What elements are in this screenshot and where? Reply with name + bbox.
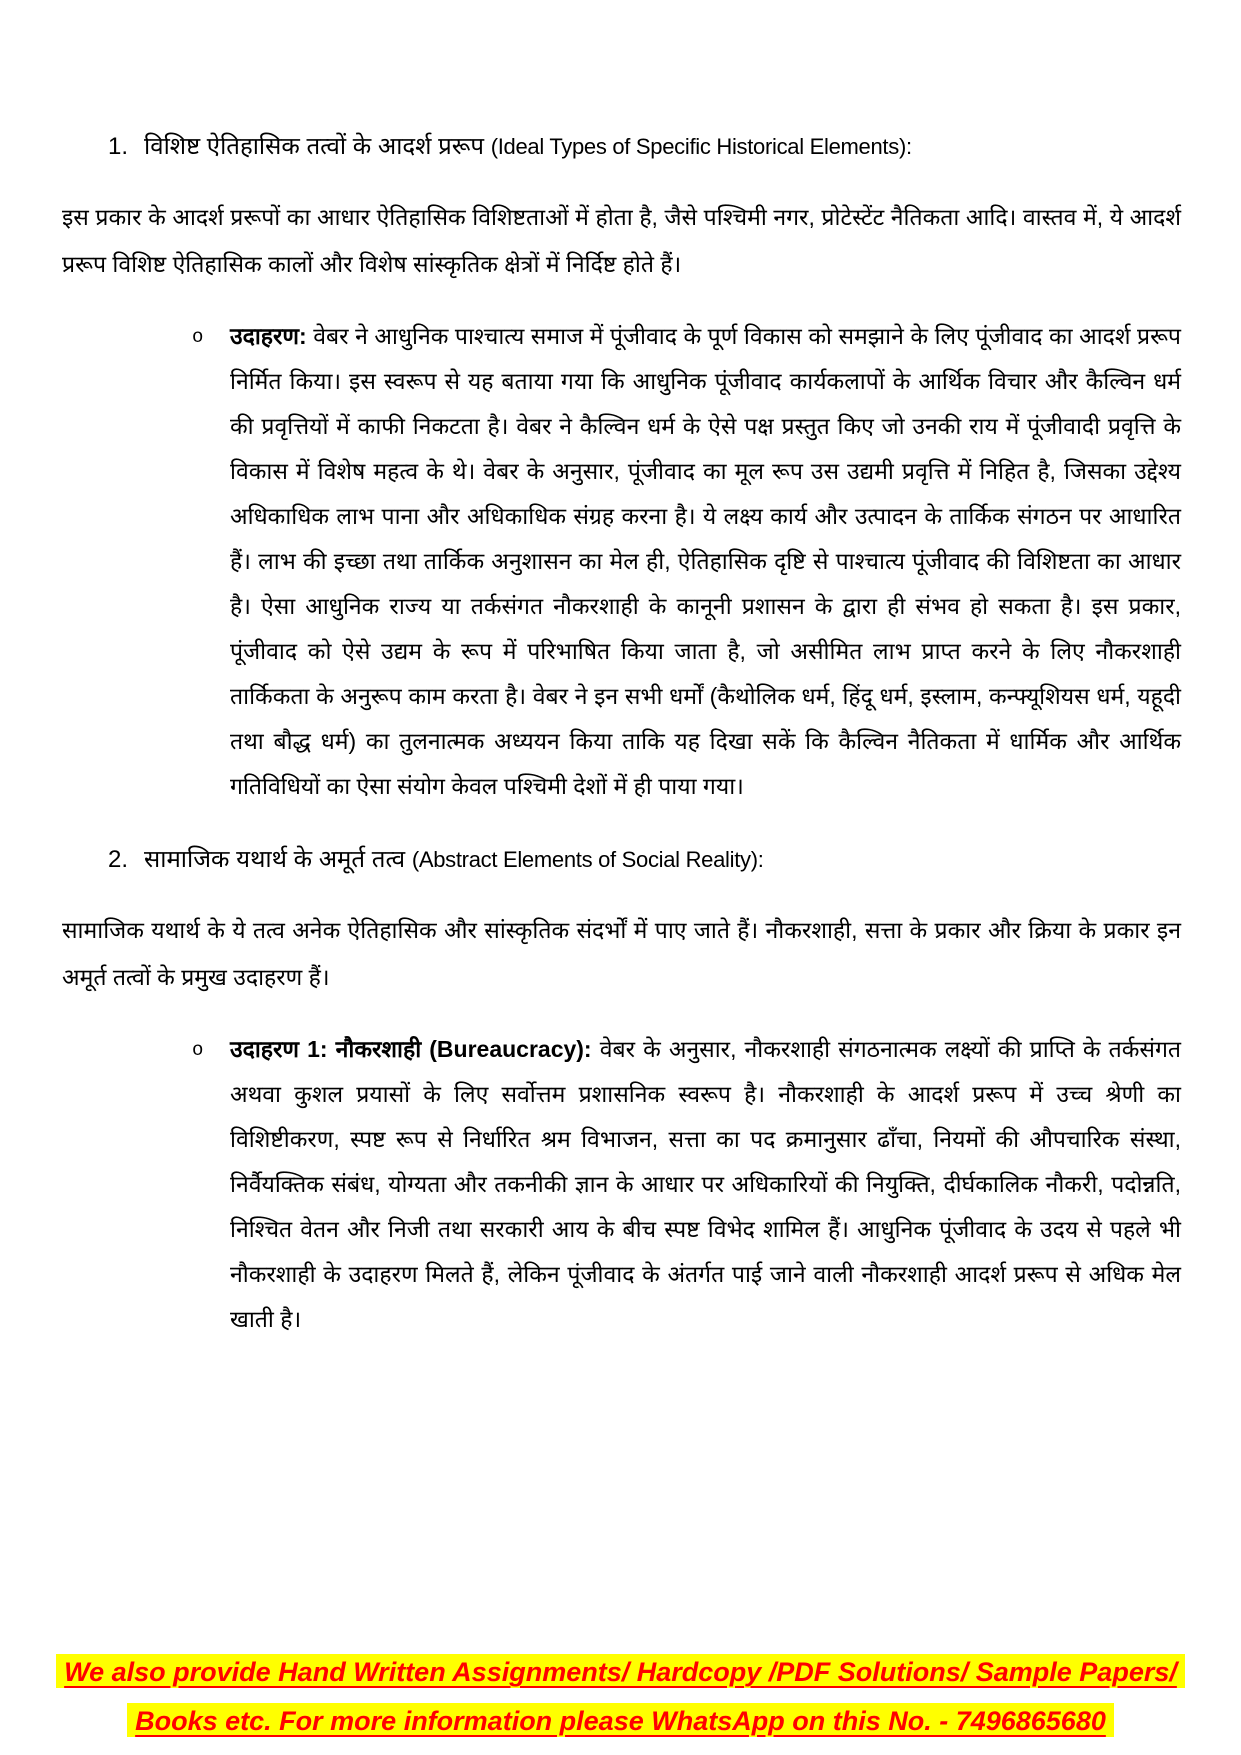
paragraph-abstract-elements: सामाजिक यथार्थ के ये तत्व अनेक ऐतिहासिक और सांस्कृतिक संदर्भों में पाए जाते हैं। नौकरशाही, सत्ता के प्रकार और क्रिया के प्रकार इन अमूर्त तत्वों के प्रमुख उदाहरण हैं।	[62, 917, 1181, 990]
bullet-item-example-capitalism	[190, 314, 1181, 809]
bullet-marker: o	[192, 326, 204, 348]
footer-line-1: We also provide Hand Written Assignments/ Hardcopy /PDF Solutions/ Sample Papers/	[0, 1648, 1241, 1697]
footer-line-2: Books etc. For more information please WhatsApp on this No. - 7496865680	[0, 1697, 1241, 1746]
bullet-item-example-bureaucracy	[190, 1027, 1181, 1342]
heading-2-number: 2.	[108, 846, 129, 873]
bullet-2-text: वेबर के अनुसार, नौकरशाही संगठनात्मक लक्ष्यों की प्राप्ति के तर्कसंगत अथवा कुशल प्रयासों के लिए सर्वोत्तम प्रशासनिक स्वरूप है। नौकरशाही के आदर्श प्ररूप में उच्च श्रेणी का विशिष्टीकरण, स्पष्ट रूप से निर्धारित श्रम विभाजन, सत्ता का पद क्रमानुसार ढाँचा, नियमों की औपचारिक संस्था, निर्वैयक्तिक संबंध, योग्यता और तकनीकी ज्ञान के आधार पर अधिकारियों की नियुक्ति, दीर्घकालिक नौकरी, पदोन्नति, निश्चित वेतन और निजी तथा सरकारी आय के बीच स्पष्ट विभेद शामिल हैं। आधुनिक पूंजीवाद के उदय से पहले भी नौकरशाही के उदाहरण मिलते हैं, लेकिन पूंजीवाद के अंतर्गत पाई जाने वाली नौकरशाही आदर्श प्ररूप से अधिक मेल खाती है।	[230, 1036, 1182, 1332]
bullet-1-text: वेबर ने आधुनिक पाश्चात्य समाज में पूंजीवाद के पूर्ण विकास को समझाने के लिए पूंजीवाद का आदर्श प्ररूप निर्मित किया। इस स्वरूप से यह बताया गया कि आधुनिक पूंजीवाद कार्यकलापों के आर्थिक विचार और कैल्विन धर्म की प्रवृत्तियों में काफी निकटता है। वेबर ने कैल्विन धर्म के ऐसे पक्ष प्रस्तुत किए जो उनकी राय में पूंजीवादी प्रवृत्ति के विकास में विशेष महत्व के थे। वेबर के अनुसार, पूंजीवाद का मूल रूप उस उद्यमी प्रवृत्ति में निहित है, जिसका उद्देश्य अधिकाधिक लाभ पाना और अधिकाधिक संग्रह करना है। ये लक्ष्य कार्य और उत्पादन के तार्किक संगठन पर आधारित हैं। लाभ की इच्छा तथा तार्किक अनुशासन का मेल ही, ऐतिहासिक दृष्टि से पाश्चात्य पूंजीवाद की विशिष्टता का आधार है। ऐसा आधुनिक राज्य या तर्कसंगत नौकरशाही के कानूनी प्रशासन के द्वारा ही संभव हो सकता है। इस प्रकार, पूंजीवाद को ऐसे उद्यम के रूप में परिभाषित किया जाता है, जो असीमित लाभ प्राप्त करने के लिए नौकरशाही तार्किकता के अनुरूप काम करता है। वेबर ने इन सभी धर्मों (कैथोलिक धर्म, हिंदू धर्म, इस्लाम, कन्फ्यूशियस धर्म, यहूदी तथा बौद्ध धर्म) का तुलनात्मक अध्ययन किया ताकि यह दिखा सकें कि कैल्विन नैतिकता में धार्मिक और आर्थिक गतिविधियों का ऐसा संयोग केवल पश्चिमी देशों में ही पाया गया।	[230, 323, 1182, 799]
heading-2-title-english: (Abstract Elements of Social Reality):	[411, 847, 764, 872]
heading-1-title-english: (Ideal Types of Specific Historical Elements):	[490, 134, 912, 159]
bullet-2-lead: उदाहरण 1: नौकरशाही (Bureaucracy):	[230, 1036, 592, 1062]
heading-1-number: 1.	[108, 133, 129, 160]
heading-2-title-hindi: सामाजिक यथार्थ के अमूर्त तत्व	[144, 846, 406, 873]
promo-footer	[0, 1648, 1241, 1746]
section-heading-2	[108, 843, 1181, 877]
paragraph-historical-ideal-types: इस प्रकार के आदर्श प्ररूपों का आधार ऐतिहासिक विशिष्टताओं में होता है, जैसे पश्चिमी नगर, प्रोटेस्टेंट नैतिकता आदि। वास्तव में, ये आदर्श प्ररूप विशिष्ट ऐतिहासिक कालों और विशेष सांस्कृतिक क्षेत्रों में निर्दिष्ट होते हैं।	[62, 204, 1181, 277]
bullet-marker: o	[192, 1039, 204, 1061]
heading-1-title-hindi: विशिष्ट ऐतिहासिक तत्वों के आदर्श प्ररूप	[144, 133, 485, 160]
bullet-1-lead: उदाहरण:	[230, 323, 307, 349]
section-heading-1	[108, 130, 1181, 164]
